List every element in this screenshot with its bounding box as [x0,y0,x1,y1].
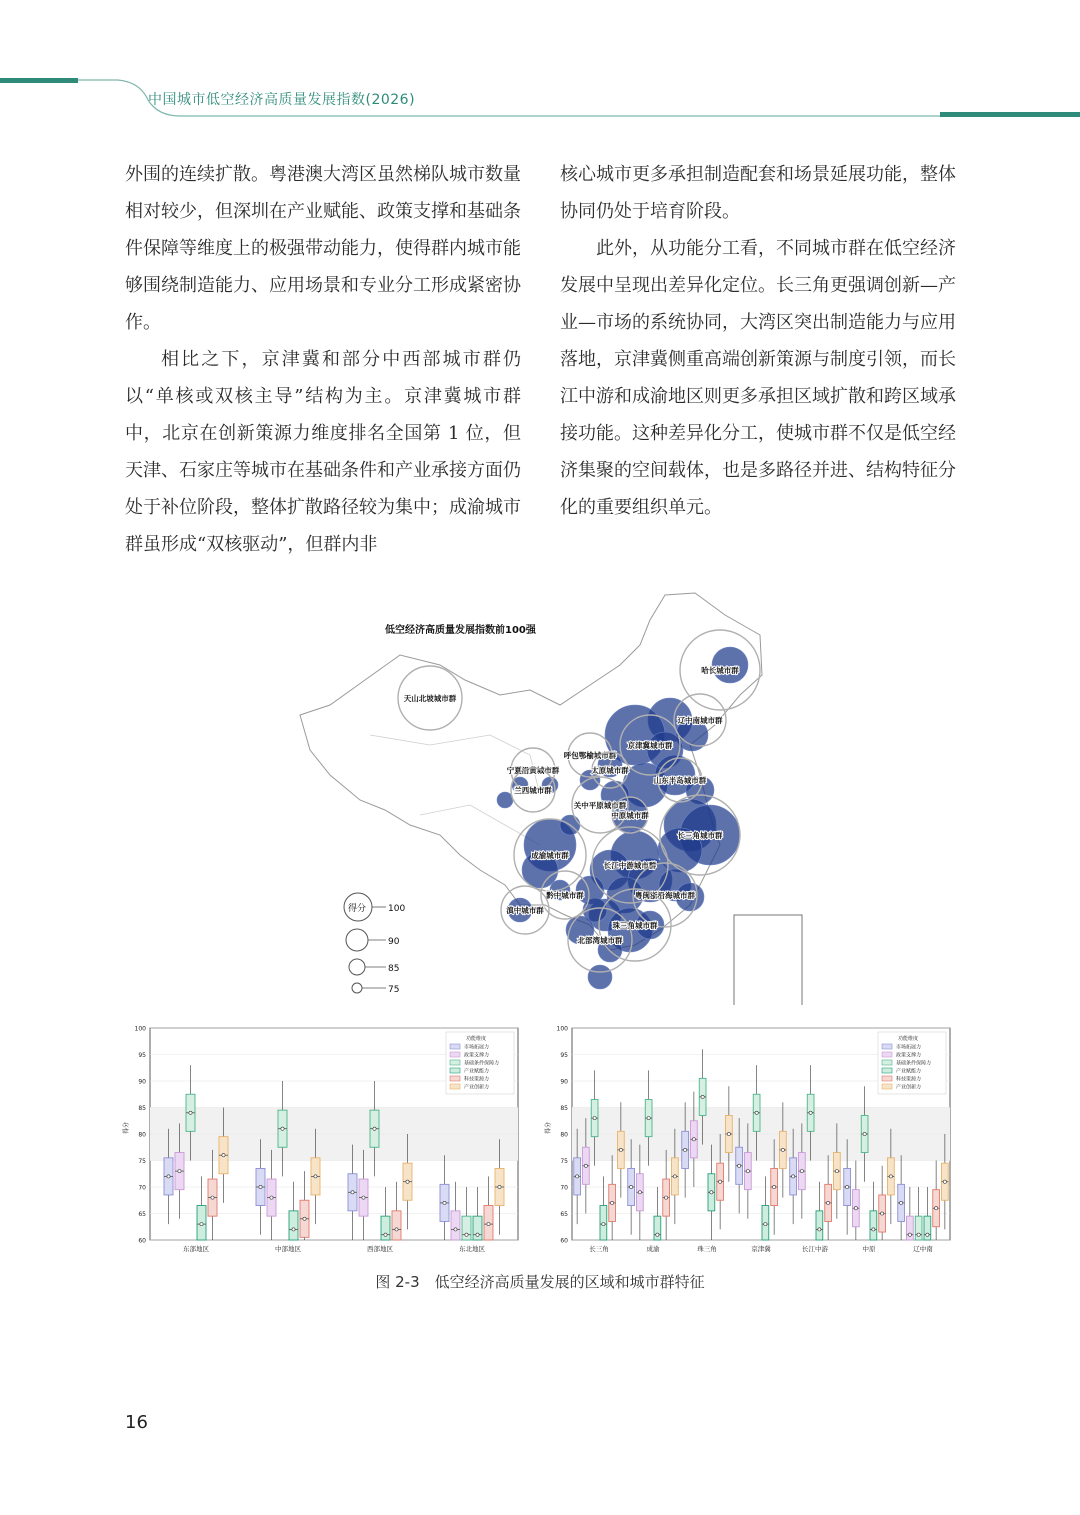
box-mean-marker [576,1175,579,1178]
x-tick-label: 中原 [862,1245,876,1253]
box-mean-marker [281,1127,284,1130]
box-mean-marker [755,1111,758,1114]
box-mean-marker [178,1170,181,1173]
box-mean-marker [727,1132,730,1135]
x-tick-label: 中部地区 [275,1245,301,1253]
box-mean-marker [222,1154,225,1157]
box-mean-marker [835,1170,838,1173]
y-tick-label: 90 [560,1078,568,1086]
box-mean-marker [476,1233,479,1236]
cluster-label: 长江中游城市群 [603,861,657,870]
box-mean-marker [593,1117,596,1120]
box-mean-marker [211,1196,214,1199]
legend-swatch [450,1076,460,1081]
y-axis-label: 得分 [545,1121,552,1134]
box-mean-marker [362,1196,365,1199]
running-header-title: 中国城市低空经济高质量发展指数(2026) [148,92,416,108]
y-tick-label: 60 [138,1237,146,1245]
box-mean-marker [656,1233,659,1236]
page-number: 16 [125,1412,148,1433]
box-mean-marker [314,1175,317,1178]
box-mean-marker [487,1223,490,1226]
cluster-label: 京津冀城市群 [627,741,673,750]
south-china-sea-inset [734,915,802,1005]
legend-label: 90 [388,937,400,947]
legend-swatch [450,1060,460,1065]
box-mean-marker [638,1191,641,1194]
box-mean-marker [889,1175,892,1178]
box-mean-marker [738,1164,741,1167]
box-mean-marker [710,1191,713,1194]
cluster-label: 兰西城市群 [514,786,552,795]
cluster-label: 辽中南城市群 [677,716,723,725]
box-mean-marker [746,1170,749,1173]
cluster-label: 珠三角城市群 [612,921,658,930]
box-mean-marker [854,1207,857,1210]
cluster-label: 滇中城市群 [506,906,544,915]
legend-item-label: 市场拓展力 [464,1044,490,1051]
box-mean-marker [303,1217,306,1220]
city-bubble [497,792,513,808]
x-tick-label: 东部地区 [183,1245,209,1253]
box-mean-marker [619,1148,622,1151]
box-mean-marker [908,1233,911,1236]
legend-label: 100 [388,904,406,914]
legend-swatch [882,1044,892,1049]
x-tick-label: 珠三角 [697,1245,717,1253]
box-mean-marker [701,1095,704,1098]
cluster-label: 粤闽浙沿海城市群 [635,891,695,900]
box-mean-marker [167,1175,170,1178]
legend-label: 75 [388,985,400,995]
cluster-label: 长三角城市群 [677,831,723,840]
box-mean-marker [926,1233,929,1236]
legend-swatch [450,1052,460,1057]
cluster-label: 太原城市群 [591,766,629,775]
box-mean-marker [373,1127,376,1130]
box-mean-marker [292,1228,295,1231]
map-title: 低空经济高质量发展指数前100强 [385,625,536,636]
boxplot-regions [118,1022,528,1266]
cluster-label: 成渝城市群 [531,851,569,860]
header-accent-bar-right [940,112,1080,117]
box-mean-marker [454,1228,457,1231]
box [392,1211,401,1240]
city-bubble [712,647,748,683]
box-mean-marker [692,1138,695,1141]
x-tick-label: 辽中南 [913,1245,933,1253]
y-tick-label: 70 [560,1184,568,1192]
x-tick-label: 东北地区 [459,1245,485,1253]
y-tick-label: 75 [138,1158,146,1165]
y-tick-label: 65 [138,1211,146,1218]
cluster-label: 哈长城市群 [701,666,739,675]
paragraph: 外围的连续扩散。粤港澳大湾区虽然梯队城市数量相对较少，但深圳在产业赋能、政策支撑和基础条件保障等维度上的极强带动能力，使得群内城市能够围绕制造能力、应用场景和专业分工形成紧密协作。 [125,164,521,333]
box-mean-marker [584,1164,587,1167]
box-mean-marker [863,1132,866,1135]
box-mean-marker [351,1191,354,1194]
legend-swatch [882,1052,892,1057]
text-column-right [560,156,956,526]
legend-item-label: 产业赋能力 [896,1068,922,1075]
y-tick-label: 60 [560,1237,568,1245]
paragraph: 此外，从功能分工看，不同城市群在低空经济发展中呈现出差异化定位。长三角更强调创新—产业—市场的系统协同，大湾区突出制造能力与应用落地，京津冀侧重高端创新策源与制度引领，而长江中游和成渝地区则更多承担区域扩散和跨区域承接功能。这种差异化分工，使城市群不仅是低空经济集聚的空间载体，也是多路径并进、结构特征分化的重要组织单元。 [560,238,956,518]
y-tick-label: 100 [134,1025,146,1033]
box-mean-marker [935,1207,938,1210]
map-legend [344,893,405,995]
box-mean-marker [773,1185,776,1188]
y-tick-label: 80 [138,1131,146,1139]
y-tick-label: 100 [556,1025,568,1033]
legend-swatch [882,1084,892,1089]
box-mean-marker [719,1180,722,1183]
box-mean-marker [611,1201,614,1204]
legend-swatch [882,1068,892,1073]
box-mean-marker [764,1223,767,1226]
box-mean-marker [630,1185,633,1188]
boxplot-clusters [540,1022,960,1266]
box [451,1211,460,1240]
legend-title: 功能维度 [898,1036,919,1042]
x-tick-label: 西部地区 [367,1245,393,1253]
box-mean-marker [800,1170,803,1173]
legend-swatch [450,1068,460,1073]
legend-item-label: 产业创新力 [464,1084,490,1091]
legend-item-label: 基础条件保障力 [896,1060,932,1067]
legend-item-label: 市场拓展力 [896,1044,922,1051]
china-bubble-map [290,585,810,1005]
text-column-left [125,156,521,563]
legend-item-label: 科技策源力 [464,1076,490,1083]
city-bubble [588,965,612,989]
box-mean-marker [818,1228,821,1231]
legend-item-label: 产业赋能力 [464,1068,490,1075]
box-mean-marker [684,1148,687,1151]
y-tick-label: 65 [560,1211,568,1218]
legend-swatch [882,1076,892,1081]
box-mean-marker [809,1111,812,1114]
legend-swatch [450,1084,460,1089]
box-mean-marker [406,1180,409,1183]
cluster-label: 山东半岛城市群 [653,776,707,785]
box-mean-marker [872,1228,875,1231]
y-tick-label: 95 [560,1052,568,1059]
legend-title: 得分 [348,904,367,914]
box-mean-marker [395,1228,398,1231]
box-mean-marker [602,1223,605,1226]
box-mean-marker [259,1185,262,1188]
cluster-label: 中原城市群 [611,811,649,820]
box-mean-marker [498,1185,501,1188]
box-mean-marker [665,1196,668,1199]
box-mean-marker [846,1185,849,1188]
figure-caption: 图 2-3 低空经济高质量发展的区域和城市群特征 [375,1273,705,1291]
y-tick-label: 90 [138,1078,146,1086]
cluster-label: 呼包鄂榆城市群 [563,751,617,760]
legend-item-label: 科技策源力 [896,1076,922,1083]
x-tick-label: 成渝 [646,1245,660,1253]
box-mean-marker [900,1201,903,1204]
box-mean-marker [465,1233,468,1236]
x-tick-label: 长三角 [589,1245,609,1253]
box [870,1211,877,1240]
y-tick-label: 85 [560,1105,568,1112]
paragraph: 核心城市更多承担制造配套和场景延展功能，整体协同仍处于培育阶段。 [560,164,956,222]
legend-item-label: 政策支撑力 [464,1052,490,1059]
y-tick-label: 75 [560,1158,568,1165]
y-axis-label: 得分 [123,1121,130,1134]
box-mean-marker [881,1212,884,1215]
box-mean-marker [673,1175,676,1178]
cluster-label: 宁夏沿黄城市群 [506,766,560,775]
legend-item-label: 产业创新力 [896,1084,922,1091]
box-mean-marker [917,1233,920,1236]
box-mean-marker [647,1117,650,1120]
legend-item-label: 基础条件保障力 [464,1060,500,1067]
y-tick-label: 85 [138,1105,146,1112]
cluster-label: 北部湾城市群 [577,936,623,945]
y-tick-label: 70 [138,1184,146,1192]
legend-label: 85 [388,964,400,974]
box-mean-marker [781,1148,784,1151]
y-tick-label: 95 [138,1052,146,1059]
box-mean-marker [443,1201,446,1204]
legend-title: 功能维度 [466,1036,487,1042]
x-tick-label: 京津冀 [751,1245,771,1253]
box-mean-marker [792,1175,795,1178]
cluster-label: 天山北坡城市群 [403,694,457,703]
paragraph: 相比之下，京津冀和部分中西部城市群仍以“单核或双核主导”结构为主。京津冀城市群中，北京在创新策源力维度排名全国第 1 位，但天津、石家庄等城市在基础条件和产业承接方面仍处于补位阶段，整体扩散路径较为集中；成渝城市群虽形成“双核驱动”，但群内非 [125,349,521,555]
cluster-label: 黔中城市群 [546,891,584,900]
box [289,1211,298,1240]
legend-swatch [450,1044,460,1049]
box-mean-marker [189,1111,192,1114]
cluster-label: 关中平原城市群 [573,801,627,810]
box-mean-marker [943,1180,946,1183]
box-mean-marker [200,1223,203,1226]
box-mean-marker [827,1201,830,1204]
legend-swatch [882,1060,892,1065]
box-mean-marker [384,1233,387,1236]
legend-item-label: 政策支撑力 [896,1052,922,1059]
x-tick-label: 长江中游 [802,1245,828,1253]
box [816,1211,823,1240]
y-tick-label: 80 [560,1131,568,1139]
box-mean-marker [270,1196,273,1199]
